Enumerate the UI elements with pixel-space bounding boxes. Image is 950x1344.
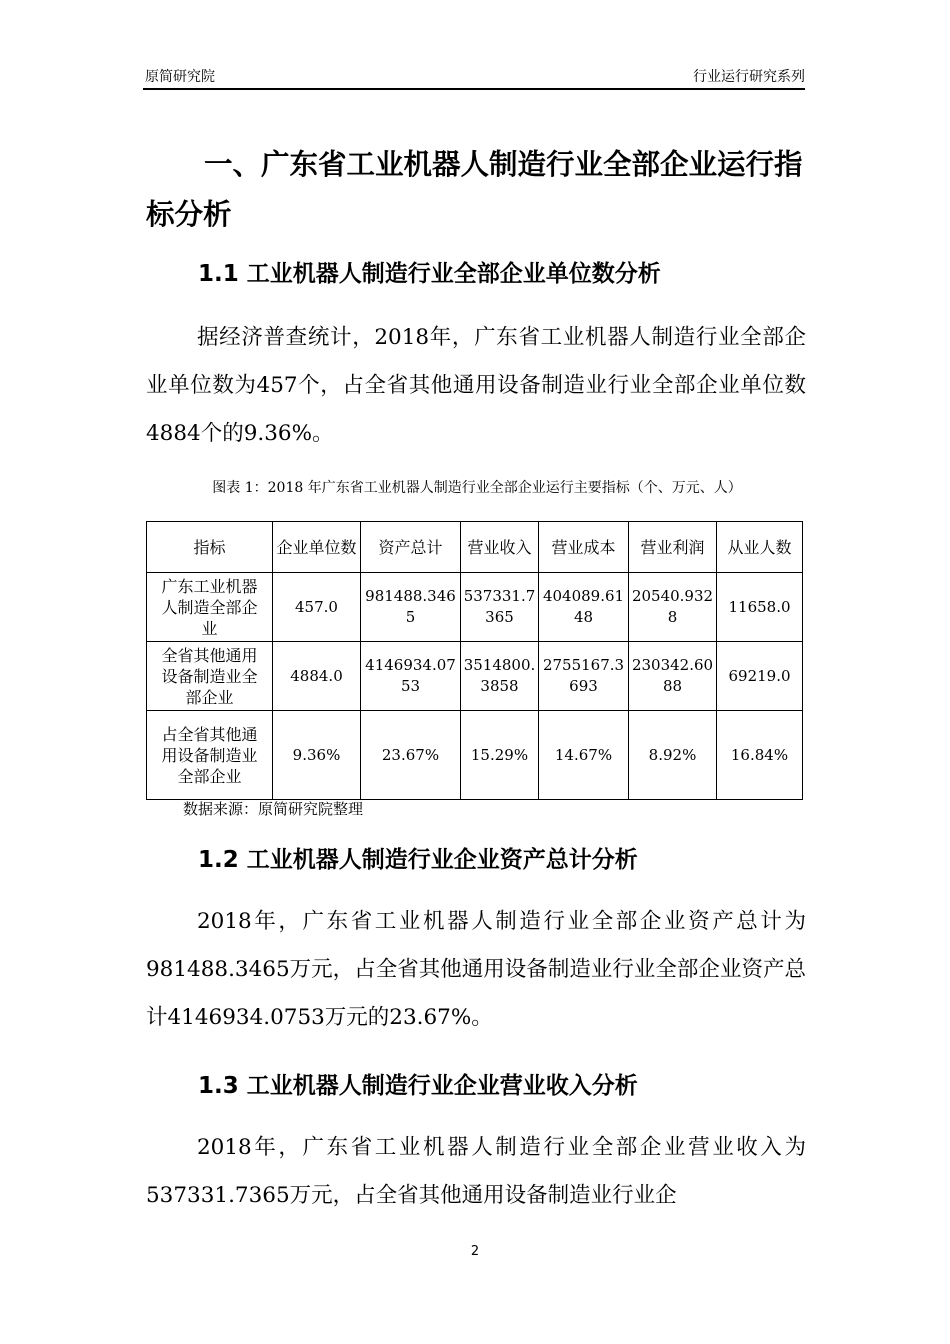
header-cost: 营业成本 (539, 522, 629, 573)
table-cell: 14.67% (539, 711, 629, 800)
table-cell: 2755167.3693 (539, 642, 629, 711)
header-employees: 从业人数 (717, 522, 803, 573)
section-heading-1-2: 1.2 工业机器人制造行业企业资产总计分析 (198, 847, 638, 873)
indicator-table (146, 521, 803, 800)
header-revenue: 营业收入 (461, 522, 539, 573)
table-cell: 4146934.0753 (361, 642, 461, 711)
table-caption: 图表 1：2018 年广东省工业机器人制造行业全部企业运行主要指标（个、万元、人） (212, 480, 742, 496)
table-cell: 3514800.3858 (461, 642, 539, 711)
table-cell: 404089.6148 (539, 573, 629, 642)
table-cell: 23.67% (361, 711, 461, 800)
chapter-title: 一、广东省工业机器人制造行业全部企业运行指标分析 (146, 148, 803, 231)
table-source-note: 数据来源：原简研究院整理 (183, 800, 364, 818)
header-org-name: 原简研究院 (145, 69, 215, 85)
table-cell: 4884.0 (273, 642, 361, 711)
table-cell: 537331.7365 (461, 573, 539, 642)
row-label: 全省其他通用设备制造业全部企业 (147, 642, 273, 711)
header-indicator: 指标 (147, 522, 273, 573)
header-series-name: 行业运行研究系列 (693, 69, 805, 85)
table-header-row (147, 522, 803, 573)
table-cell: 15.29% (461, 711, 539, 800)
section-paragraph-1-2: 2018年，广东省工业机器人制造行业全部企业资产总计为981488.3465万元，占全省其他通用设备制造业行业全部企业资产总计4146934.0753万元的23.67%。 (146, 909, 806, 1030)
section-paragraph-1-3: 2018年，广东省工业机器人制造行业全部企业营业收入为537331.7365万元，占全省其他通用设备制造业行业企 (146, 1135, 806, 1208)
table-cell: 8.92% (629, 711, 717, 800)
table-cell: 20540.9328 (629, 573, 717, 642)
table-cell: 457.0 (273, 573, 361, 642)
table-cell: 230342.6088 (629, 642, 717, 711)
table-cell: 16.84% (717, 711, 803, 800)
table-cell: 11658.0 (717, 573, 803, 642)
section-paragraph-1-1: 据经济普查统计，2018年，广东省工业机器人制造行业全部企业单位数为457个，占全省其他通用设备制造业行业全部企业单位数4884个的9.36%。 (146, 325, 806, 446)
table-cell: 69219.0 (717, 642, 803, 711)
page-header (143, 62, 805, 90)
page-number: 2 (470, 1244, 480, 1259)
section-heading-1-3: 1.3 工业机器人制造行业企业营业收入分析 (198, 1073, 638, 1099)
header-total-assets: 资产总计 (361, 522, 461, 573)
row-label: 占全省其他通用设备制造业全部企业 (147, 711, 273, 800)
table-row (147, 642, 803, 711)
header-profit: 营业利润 (629, 522, 717, 573)
table-cell: 981488.3465 (361, 573, 461, 642)
section-heading-1-1: 1.1 工业机器人制造行业全部企业单位数分析 (198, 261, 661, 287)
table-cell: 9.36% (273, 711, 361, 800)
table-row (147, 711, 803, 800)
header-unit-count: 企业单位数 (273, 522, 361, 573)
row-label: 广东工业机器人制造全部企业 (147, 573, 273, 642)
table-row (147, 573, 803, 642)
